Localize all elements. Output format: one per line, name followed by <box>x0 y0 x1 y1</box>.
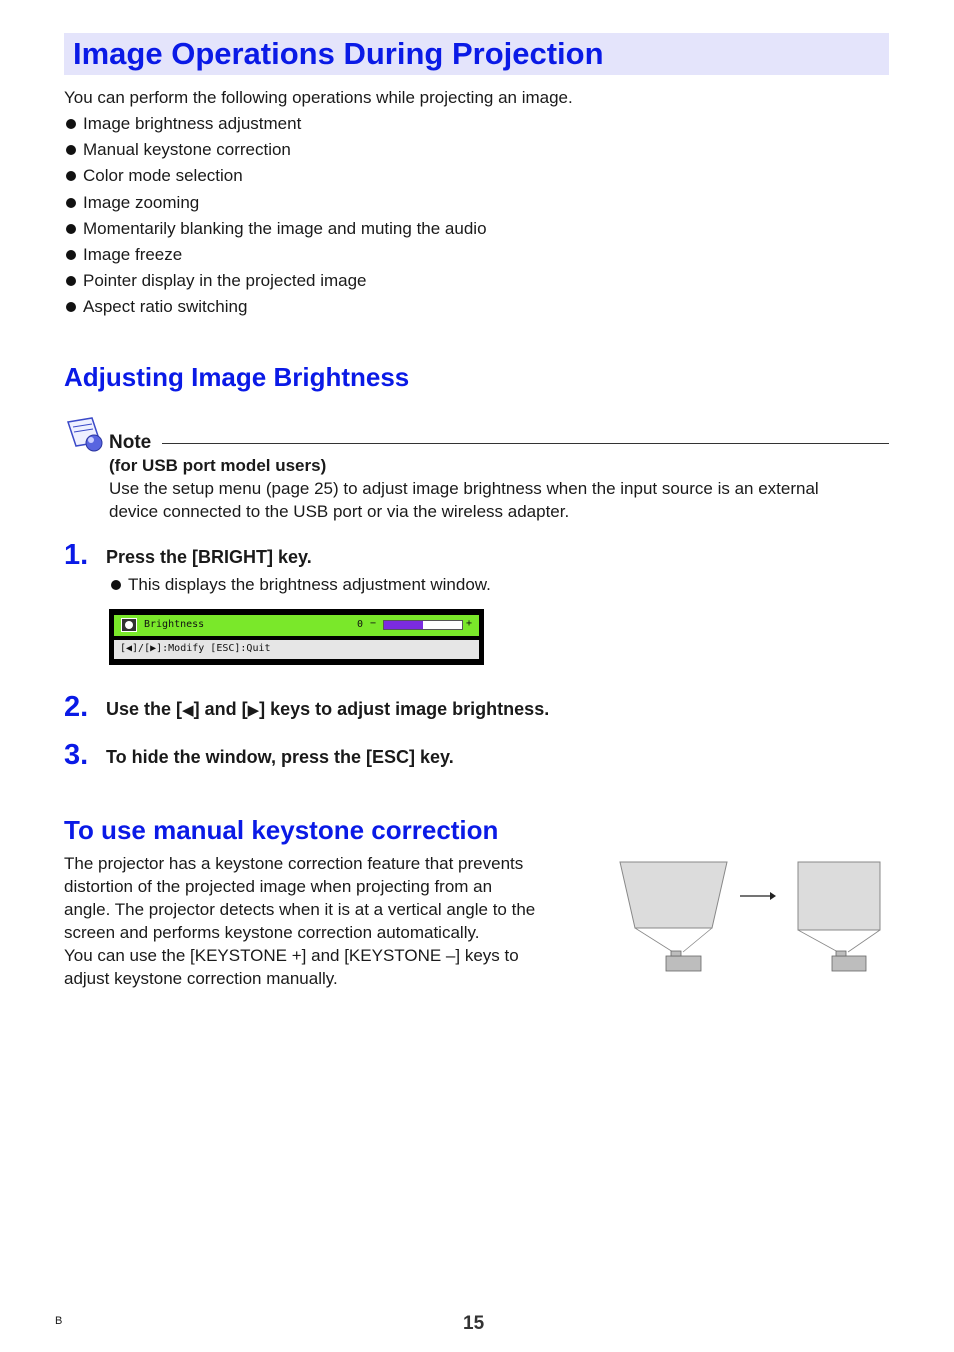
left-arrow-icon: ◀ <box>182 702 194 719</box>
brightness-icon <box>121 618 137 632</box>
bullet-icon <box>66 145 76 155</box>
bullet-icon <box>66 276 76 286</box>
list-item: Image brightness adjustment <box>64 112 664 138</box>
step-text: To hide the window, press the [ESC] key. <box>106 747 454 767</box>
footer-code: B <box>55 1315 63 1327</box>
bullet-icon <box>66 224 76 234</box>
keystone-paragraph: The projector has a keystone correction feature that prevents distortion of the projected image when projecting from an angle. The projector detects when it is at a vertical angle to the screen and performs keystone correction automatically. You can use the [KEYSTONE +] and [KEYSTONE –] keys to adjust keystone correction manually. <box>64 854 536 988</box>
brightness-value: 0 <box>357 619 364 630</box>
brightness-window <box>109 609 484 665</box>
list-item: Image zooming <box>64 191 664 217</box>
operations-list <box>64 112 664 322</box>
bullet-icon <box>66 302 76 312</box>
intro-text: You can perform the following operations while projecting an image. <box>64 88 573 107</box>
right-arrow-icon: ▶ <box>247 702 260 719</box>
note-label: Note <box>109 432 152 453</box>
note-subheading: (for USB port model users) <box>109 456 327 475</box>
step-bullet: This displays the brightness adjustment window. <box>109 573 491 596</box>
brightness-slider-fill <box>384 621 423 629</box>
step-text: Press the [BRIGHT] key. <box>106 547 312 567</box>
section-heading-keystone: To use manual keystone correction <box>64 815 499 845</box>
note-line-2: device connected to the USB port or via the wireless adapter. <box>109 502 570 521</box>
list-item: Image freeze <box>64 243 664 269</box>
help-text: [◀]/[▶]:Modify [ESC]:Quit <box>120 643 271 654</box>
brightness-window-header <box>114 615 479 636</box>
bullet-icon <box>66 198 76 208</box>
page-title: Image Operations During Projection <box>73 36 604 71</box>
step-number: 3. <box>64 739 89 771</box>
arrow-right-icon <box>740 892 776 900</box>
bullet-icon <box>66 171 76 181</box>
bullet-icon <box>111 580 121 590</box>
keystone-distorted-image <box>620 862 727 971</box>
page-number: 15 <box>463 1313 485 1334</box>
list-item: Manual keystone correction <box>64 138 664 164</box>
step-text: Use the [◀] and [▶] keys to adjust image brightness. <box>106 699 550 719</box>
bullet-icon <box>66 250 76 260</box>
note-divider <box>162 443 889 444</box>
list-item: Aspect ratio switching <box>64 295 664 321</box>
list-item: Pointer display in the projected image <box>64 269 664 295</box>
brightness-label: Brightness <box>144 619 205 630</box>
keystone-diagram <box>615 858 890 978</box>
note-line-1: Use the setup menu (page 25) to adjust image brightness when the input source is an external <box>109 479 819 498</box>
note-icon <box>64 416 106 454</box>
section-heading-brightness: Adjusting Image Brightness <box>64 362 410 392</box>
step-number: 2. <box>64 691 89 723</box>
list-item: Momentarily blanking the image and muting the audio <box>64 217 664 243</box>
step-number: 1. <box>64 539 89 571</box>
bullet-icon <box>66 119 76 129</box>
list-item: Color mode selection <box>64 164 664 190</box>
plus-icon: + <box>466 618 473 629</box>
brightness-slider[interactable] <box>383 620 463 630</box>
keystone-corrected-image <box>798 862 880 971</box>
title-bar <box>64 33 889 75</box>
minus-icon: − <box>370 618 377 629</box>
brightness-window-help <box>114 640 479 659</box>
